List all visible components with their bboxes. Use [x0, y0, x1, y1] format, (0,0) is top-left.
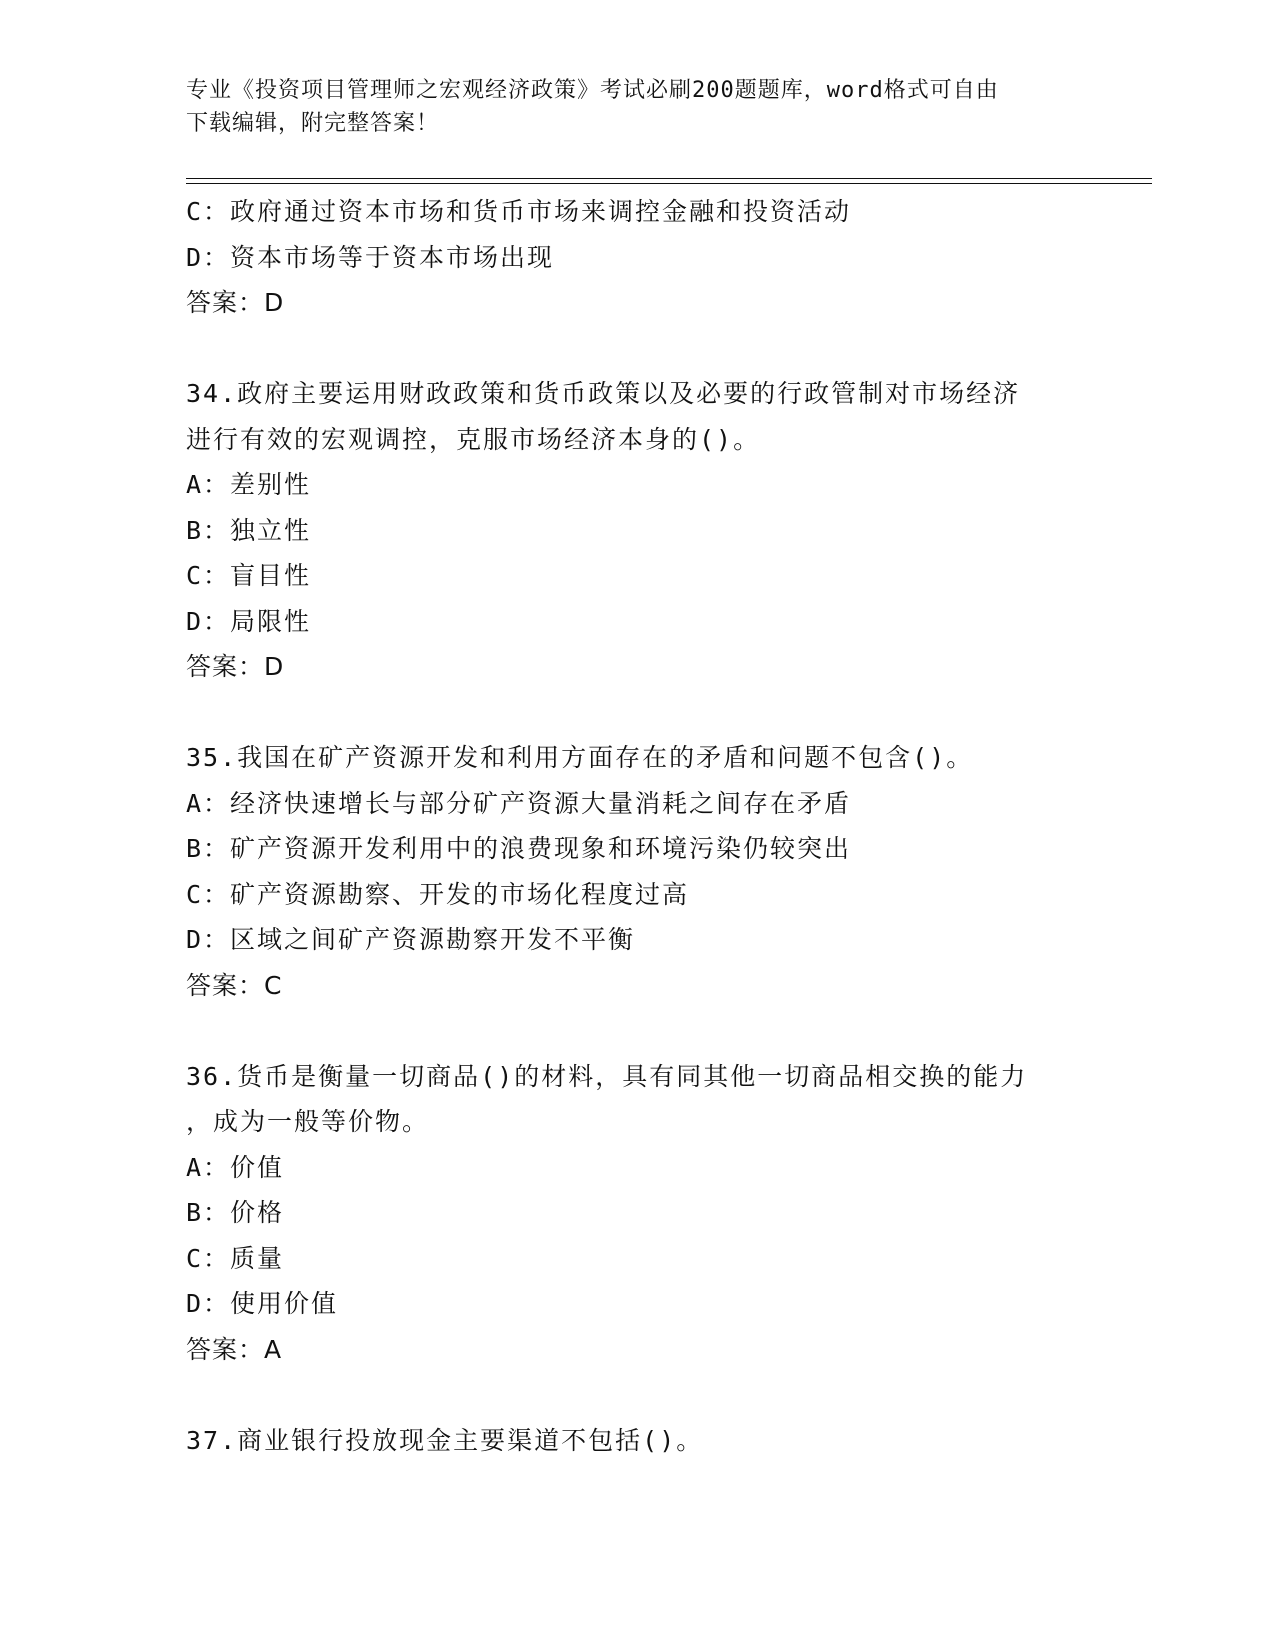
- option-c: C：矿产资源勘察、开发的市场化程度过高: [186, 879, 690, 909]
- option-d: D：使用价值: [186, 1289, 339, 1318]
- header-title-line-1: 专业《投资项目管理师之宏观经济政策》考试必刷200题题库，word格式可自由: [186, 78, 999, 103]
- answer: 答案：C: [186, 970, 283, 1000]
- question-36: [186, 1054, 1086, 1373]
- option-a: A：差别性: [186, 470, 312, 499]
- spacer: [186, 690, 1086, 736]
- spacer: [186, 326, 1086, 372]
- option-c: C：盲目性: [186, 561, 312, 590]
- option-b: B：价格: [186, 1198, 285, 1227]
- spacer: [186, 1008, 1086, 1054]
- question-stem: 36.货币是衡量一切商品()的材料，具有同其他一切商品相交换的能力: [186, 1061, 1028, 1091]
- document-body: [186, 189, 1086, 1463]
- header-rule-bottom: [186, 183, 1152, 184]
- question-stem: 35.我国在矿产资源开发和利用方面存在的矛盾和问题不包含()。: [186, 743, 974, 772]
- option-a: A：经济快速增长与部分矿产资源大量消耗之间存在矛盾: [186, 788, 852, 818]
- answer: 答案：D: [186, 288, 285, 317]
- document-header: [186, 74, 1066, 140]
- answer: 答案：D: [186, 652, 285, 681]
- question-stem: 34.政府主要运用财政政策和货币政策以及必要的行政管制对市场经济: [186, 379, 1021, 408]
- option-d: D：资本市场等于资本市场出现: [186, 242, 555, 272]
- option-d: D：区域之间矿产资源勘察开发不平衡: [186, 925, 636, 954]
- option-b: B：矿产资源开发利用中的浪费现象和环境污染仍较突出: [186, 834, 852, 863]
- question-35: [186, 735, 1086, 1008]
- option-a: A：价值: [186, 1152, 285, 1182]
- spacer: [186, 1372, 1086, 1418]
- answer: 答案：A: [186, 1334, 283, 1364]
- header-rule-top: [186, 178, 1152, 179]
- option-b: B：独立性: [186, 515, 312, 545]
- question-37: [186, 1418, 1086, 1464]
- question-stem-continued: ，成为一般等价物。: [186, 1107, 430, 1136]
- option-c: C：政府通过资本市场和货币市场来调控金融和投资活动: [186, 197, 852, 226]
- option-c: C：质量: [186, 1243, 285, 1273]
- header-title-line-2: 下载编辑，附完整答案！: [186, 111, 440, 136]
- question-stem-continued: 进行有效的宏观调控，克服市场经济本身的()。: [186, 424, 761, 454]
- question-stem: 37.商业银行投放现金主要渠道不包括()。: [186, 1425, 704, 1455]
- previous-question-tail: [186, 189, 1086, 326]
- option-d: D：局限性: [186, 606, 312, 636]
- question-34: [186, 371, 1086, 690]
